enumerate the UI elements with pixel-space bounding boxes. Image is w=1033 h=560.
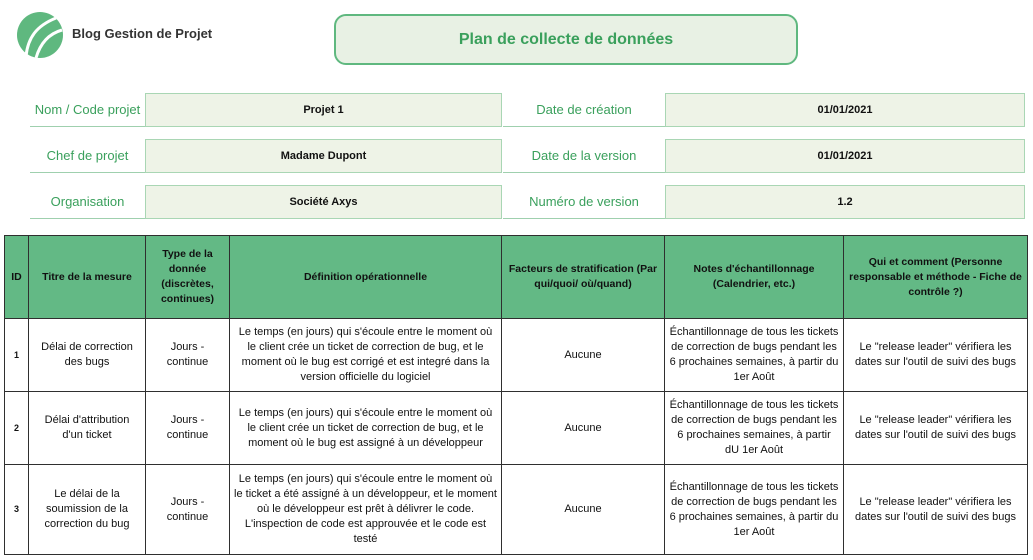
data-collection-table bbox=[4, 235, 1028, 555]
header-definition: Définition opérationnelle bbox=[230, 236, 502, 319]
creation-date-field[interactable]: 01/01/2021 bbox=[665, 93, 1025, 127]
version-date-label: Date de la version bbox=[503, 139, 665, 173]
row-who[interactable]: Le "release leader" vérifiera les dates sur l'outil de suivi des bugs bbox=[844, 319, 1028, 392]
row-definition-text: Le temps (en jours) qui s'écoule entre le moment où le ticket a été assigné à un développeur, et le moment où le développeur est prêt à délivrer le code. bbox=[234, 473, 497, 515]
organisation-label: Organisation bbox=[30, 185, 145, 219]
page-title: Plan de collecte de données bbox=[334, 14, 798, 65]
creation-date-label: Date de création bbox=[503, 93, 665, 127]
header-id: ID bbox=[5, 236, 29, 319]
row-definition-text-2: L'inspection de code est approuvée et le code est testé bbox=[244, 518, 487, 545]
version-number-field[interactable]: 1.2 bbox=[665, 185, 1025, 219]
project-code-label: Nom / Code projet bbox=[30, 93, 145, 127]
version-date-field[interactable]: 01/01/2021 bbox=[665, 139, 1025, 173]
row-type[interactable]: Jours - continue bbox=[146, 319, 230, 392]
row-title[interactable]: Le délai de la soumission de la correction du bug bbox=[29, 465, 146, 555]
leaf-logo-icon bbox=[14, 10, 70, 60]
organisation-field[interactable]: Société Axys bbox=[145, 185, 502, 219]
blog-logo bbox=[14, 10, 214, 60]
row-definition[interactable]: Le temps (en jours) qui s'écoule entre le moment où le client crée un ticket de correction de bug, et le moment où le bug est assigné à un développeur bbox=[230, 392, 502, 465]
row-id: 1 bbox=[5, 319, 29, 392]
row-type[interactable]: Jours - continue bbox=[146, 465, 230, 555]
row-id: 3 bbox=[5, 465, 29, 555]
header-type: Type de la donnée (discrètes, continues) bbox=[146, 236, 230, 319]
header-factors: Facteurs de stratification (Par qui/quoi/ où/quand) bbox=[502, 236, 665, 319]
row-sampling[interactable]: Échantillonnage de tous les tickets de correction de bugs pendant les 6 prochaines semaines, à partir du 1er Août bbox=[665, 319, 844, 392]
row-type[interactable]: Jours - continue bbox=[146, 392, 230, 465]
table-row bbox=[5, 319, 1028, 392]
row-title[interactable]: Délai de correction des bugs bbox=[29, 319, 146, 392]
logo-text: Blog Gestion de Projet bbox=[72, 26, 213, 41]
row-id: 2 bbox=[5, 392, 29, 465]
version-number-label: Numéro de version bbox=[503, 185, 665, 219]
row-who[interactable]: Le "release leader" vérifiera les dates sur l'outil de suivi des bugs bbox=[844, 392, 1028, 465]
table-header-row bbox=[5, 236, 1028, 319]
project-code-field[interactable]: Projet 1 bbox=[145, 93, 502, 127]
project-manager-label: Chef de projet bbox=[30, 139, 145, 173]
table-row bbox=[5, 392, 1028, 465]
header-who: Qui et comment (Personne responsable et méthode - Fiche de contrôle ?) bbox=[844, 236, 1028, 319]
row-title[interactable]: Délai d'attribution d'un ticket bbox=[29, 392, 146, 465]
table-row bbox=[5, 465, 1028, 555]
row-definition[interactable]: Le temps (en jours) qui s'écoule entre le moment où le client crée un ticket de correction de bug, et le moment où le bug est corrigé et est integré dans la version officielle du logiciel bbox=[230, 319, 502, 392]
row-factors[interactable]: Aucune bbox=[502, 319, 665, 392]
row-sampling[interactable]: Échantillonnage de tous les tickets de correction de bugs pendant les 6 prochaines semaines, à partir dU 1er Août bbox=[665, 392, 844, 465]
header-title: Titre de la mesure bbox=[29, 236, 146, 319]
row-who[interactable]: Le "release leader" vérifiera les dates sur l'outil de suivi des bugs bbox=[844, 465, 1028, 555]
project-manager-field[interactable]: Madame Dupont bbox=[145, 139, 502, 173]
row-sampling[interactable]: Échantillonnage de tous les tickets de correction de bugs pendant les 6 prochaines semaines, à partir du 1er Août bbox=[665, 465, 844, 555]
row-definition[interactable] bbox=[230, 465, 502, 555]
header-sampling: Notes d'échantillonnage (Calendrier, etc.) bbox=[665, 236, 844, 319]
row-factors[interactable]: Aucune bbox=[502, 392, 665, 465]
row-factors[interactable]: Aucune bbox=[502, 465, 665, 555]
